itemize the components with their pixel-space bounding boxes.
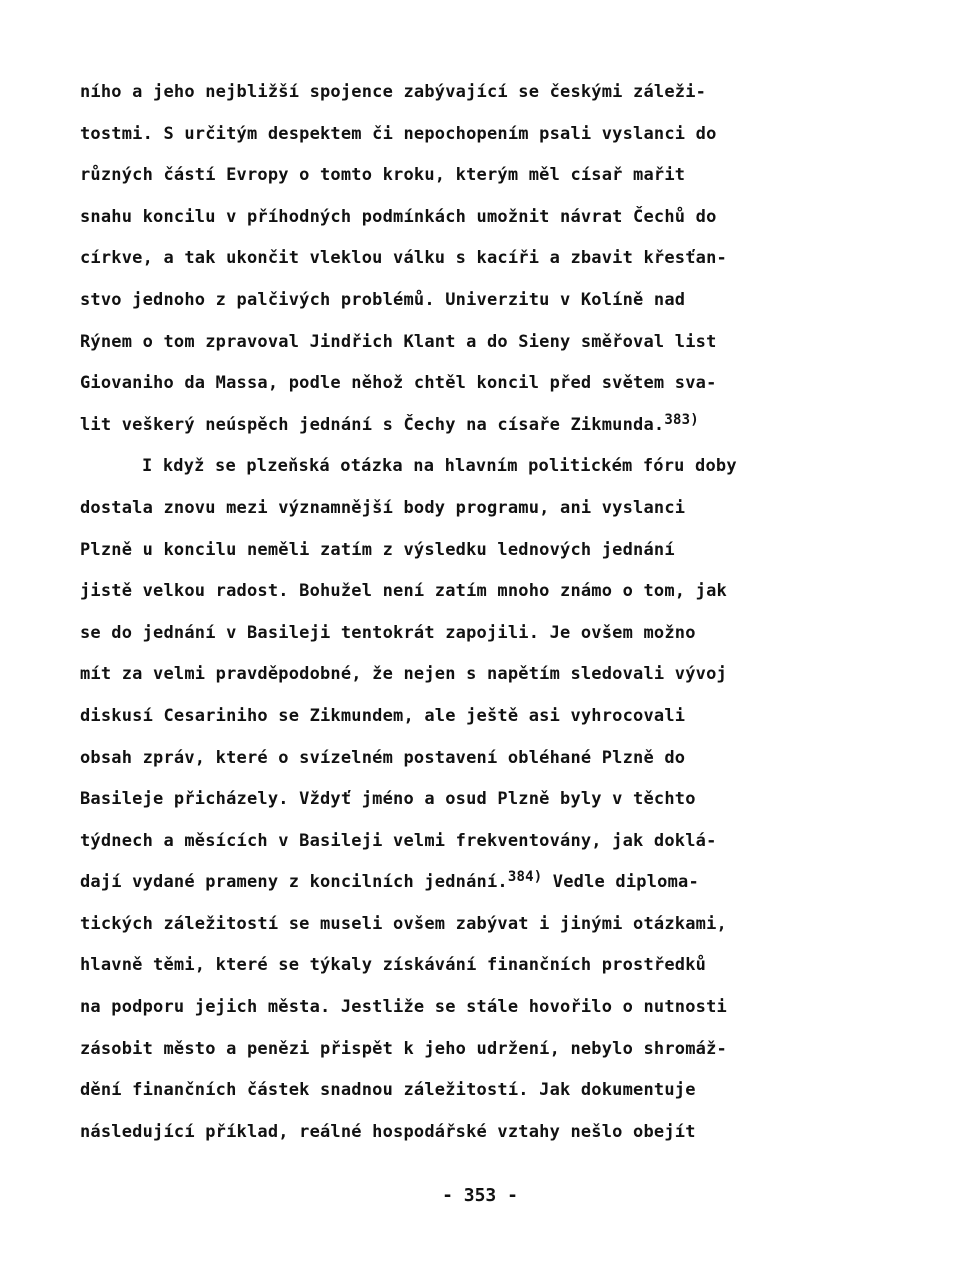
text-line: se do jednání v Basileji tentokrát zapojili. Je ovšem možno xyxy=(80,622,696,643)
text-line: týdnech a měsících v Basileji velmi frekventovány, jak doklá- xyxy=(80,830,717,851)
text-line: Rýnem o tom zpravoval Jindřich Klant a do Sieny směřoval list xyxy=(80,331,717,352)
text-line: stvo jednoho z palčivých problémů. Univerzitu v Kolíně nad xyxy=(80,289,686,310)
footnote-ref-383: 383) xyxy=(664,411,699,428)
text-line: obsah zpráv, které o svízelném postavení obléhané Plzně do xyxy=(80,747,686,768)
page-number: - 353 - xyxy=(442,1185,518,1206)
text-line: zásobit město a penězi přispět k jeho udržení, nebylo shromáž- xyxy=(80,1038,727,1059)
text-line: dění finančních částek snadnou záležitostí. Jak dokumentuje xyxy=(80,1080,696,1101)
text-line: snahu koncilu v příhodných podmínkách umožnit návrat Čechů do xyxy=(80,206,717,227)
text-line: hlavně těmi, které se týkaly získávání finančních prostředků xyxy=(80,955,707,976)
footnote-ref-384: 384) xyxy=(507,869,543,886)
text-line: diskusí Cesariniho se Zikmundem, ale ještě asi vyhrocovali xyxy=(80,705,686,726)
text-line: na podporu jejich města. Jestliže se stále hovořilo o nutnosti xyxy=(80,997,727,1018)
text-line: mít za velmi pravděpodobné, že nejen s napětím sledovali vývoj xyxy=(80,664,727,685)
text-line: Basileje přicházely. Vždyť jméno a osud Plzně byly v těchto xyxy=(80,789,696,810)
text-line: tických záležitostí se museli ovšem zabývat i jinými otázkami, xyxy=(80,913,727,934)
text-line: následující příklad, reálné hospodářské vztahy nešlo obejít xyxy=(80,1121,696,1142)
text-line: Plzně u koncilu neměli zatím z výsledku lednových jednání xyxy=(80,539,675,560)
text-line-content: lit veškerý neúspěch jednání s Čechy na císaře Zikmunda. xyxy=(80,414,665,435)
text-line: různých částí Evropy o tomto kroku, kterým měl císař mařit xyxy=(80,165,686,186)
text-line xyxy=(80,405,880,447)
text-line: jistě velkou radost. Bohužel není zatím mnoho známo o tom, jak xyxy=(80,581,727,602)
body-text xyxy=(80,72,880,1153)
text-line: církve, a tak ukončit vleklou válku s kacíři a zbavit křesťan- xyxy=(80,248,727,269)
text-line xyxy=(80,862,880,904)
text-line: tostmi. S určitým despektem či nepochopením psali vyslanci do xyxy=(80,123,717,144)
text-line: ního a jeho nejbližší spojence zabývající se českými záleži- xyxy=(80,82,707,102)
text-line-tail: Vedle diploma- xyxy=(542,872,699,893)
text-line-content: dají vydané prameny z koncilních jednání. xyxy=(80,872,508,893)
text-line: dostala znovu mezi významnější body programu, ani vyslanci xyxy=(80,497,686,518)
text-line: Giovaniho da Massa, podle něhož chtěl koncil před světem sva- xyxy=(80,373,717,394)
paragraph-start-line: I když se plzeňská otázka na hlavním politickém fóru doby xyxy=(142,456,737,477)
